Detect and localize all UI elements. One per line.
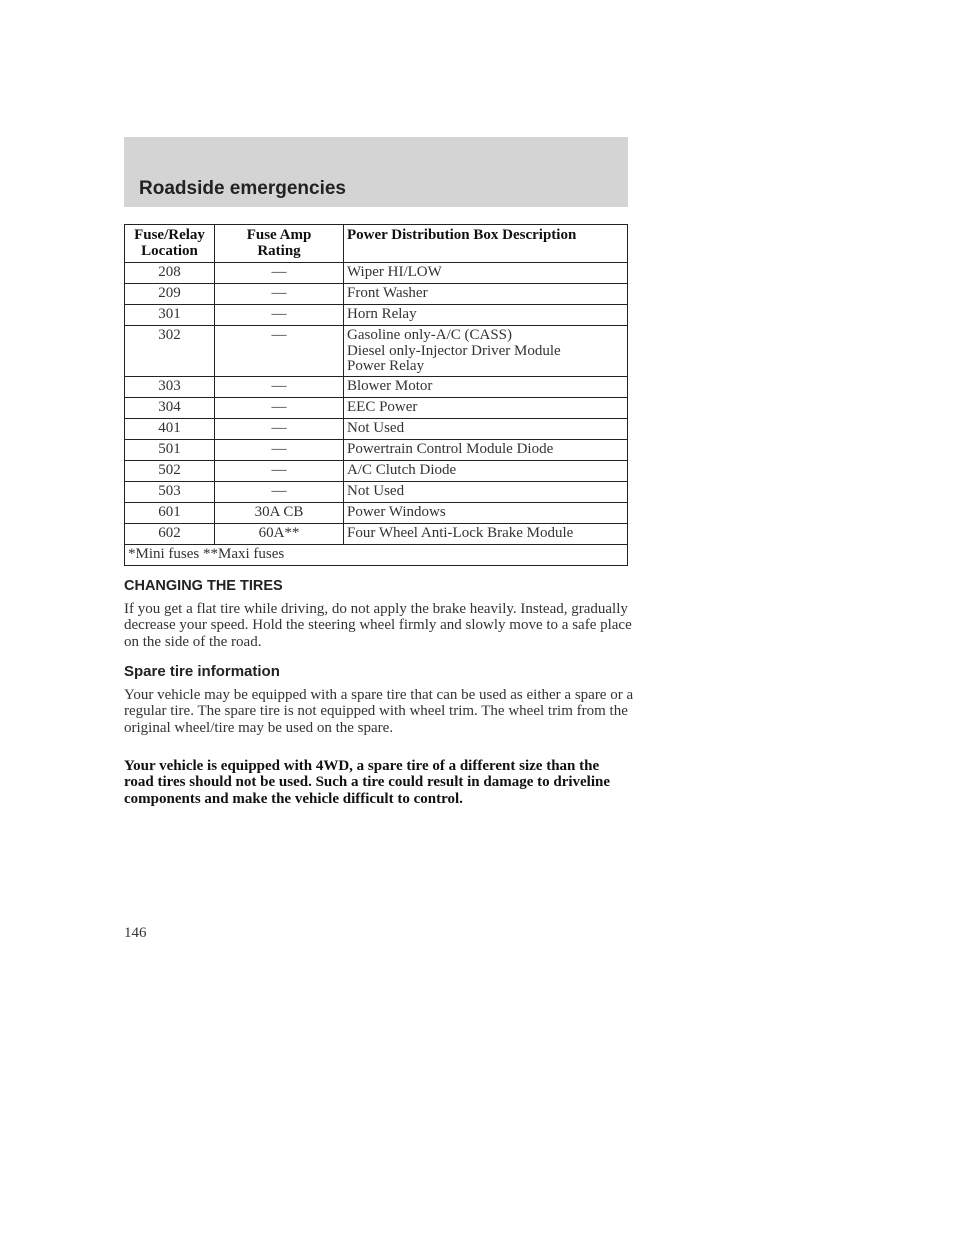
cell-amp: — <box>215 481 344 502</box>
table-row <box>125 326 628 377</box>
section-title: Roadside emergencies <box>139 178 346 199</box>
cell-amp: — <box>215 284 344 305</box>
cell-amp: 30A CB <box>215 502 344 523</box>
cell-location: 209 <box>125 284 215 305</box>
cell-description: Wiper HI/LOW <box>344 263 628 284</box>
table-footnote-row <box>125 544 628 565</box>
table-row <box>125 523 628 544</box>
spare-tire-heading: Spare tire information <box>124 663 280 680</box>
fuse-table <box>124 224 628 566</box>
header-location-line2: Location <box>141 242 198 259</box>
header-description: Power Distribution Box Description <box>344 225 628 263</box>
cell-location: 503 <box>125 481 215 502</box>
section-header <box>124 137 628 207</box>
cell-description: Not Used <box>344 481 628 502</box>
cell-location: 602 <box>125 523 215 544</box>
cell-location: 601 <box>125 502 215 523</box>
description-line: Diesel only-Injector Driver Module <box>347 342 561 359</box>
cell-description: Power Windows <box>344 502 628 523</box>
cell-description: Front Washer <box>344 284 628 305</box>
table-row <box>125 376 628 397</box>
table-header-row <box>125 225 628 263</box>
header-amp-line1: Fuse Amp <box>246 227 312 243</box>
table-row <box>125 284 628 305</box>
cell-amp: — <box>215 439 344 460</box>
table-footnote: *Mini fuses **Maxi fuses <box>125 544 628 565</box>
table-row <box>125 397 628 418</box>
table-row <box>125 460 628 481</box>
table-row <box>125 481 628 502</box>
header-amp <box>215 225 344 263</box>
header-location <box>125 225 215 263</box>
cell-description: Four Wheel Anti-Lock Brake Module <box>344 523 628 544</box>
page-number: 146 <box>124 925 147 941</box>
cell-amp: — <box>215 397 344 418</box>
cell-description: Horn Relay <box>344 305 628 326</box>
cell-location: 501 <box>125 439 215 460</box>
cell-amp: — <box>215 263 344 284</box>
cell-amp: — <box>215 376 344 397</box>
cell-description: A/C Clutch Diode <box>344 460 628 481</box>
cell-location: 502 <box>125 460 215 481</box>
cell-location: 303 <box>125 376 215 397</box>
table-row <box>125 439 628 460</box>
cell-description: Not Used <box>344 418 628 439</box>
cell-amp: — <box>215 418 344 439</box>
changing-tires-paragraph: If you get a flat tire while driving, do not apply the brake heavily. Instead, gradually decrease your speed. Hold the steering wheel firmly and slowly move to a safe place on the side of the road. <box>124 601 632 650</box>
description-line: Gasoline only-A/C (CASS) <box>347 327 512 343</box>
cell-amp: — <box>215 326 344 377</box>
cell-location: 302 <box>125 326 215 377</box>
spare-tire-warning: Your vehicle is equipped with 4WD, a spare tire of a different size than the road tires should not be used. Such a tire could result in damage to driveline components and make the vehicle difficult to control. <box>124 758 611 807</box>
cell-amp: — <box>215 305 344 326</box>
cell-amp: 60A** <box>215 523 344 544</box>
table-row <box>125 418 628 439</box>
spare-tire-paragraph: Your vehicle may be equipped with a spare tire that can be used as either a spare or a regular tire. The spare tire is not equipped with wheel trim. The wheel trim from the original wheel/tire may be used on the spare. <box>124 687 634 736</box>
changing-tires-heading: CHANGING THE TIRES <box>124 578 283 594</box>
cell-description: Powertrain Control Module Diode <box>344 439 628 460</box>
cell-amp: — <box>215 460 344 481</box>
header-amp-line2: Rating <box>257 242 301 259</box>
table-row <box>125 305 628 326</box>
cell-description <box>344 326 628 377</box>
cell-description: Blower Motor <box>344 376 628 397</box>
cell-location: 301 <box>125 305 215 326</box>
table-row <box>125 502 628 523</box>
description-line: Power Relay <box>347 358 425 374</box>
cell-description: EEC Power <box>344 397 628 418</box>
table-row <box>125 263 628 284</box>
cell-location: 401 <box>125 418 215 439</box>
cell-location: 304 <box>125 397 215 418</box>
header-location-line1: Fuse/Relay <box>134 227 205 243</box>
cell-location: 208 <box>125 263 215 284</box>
